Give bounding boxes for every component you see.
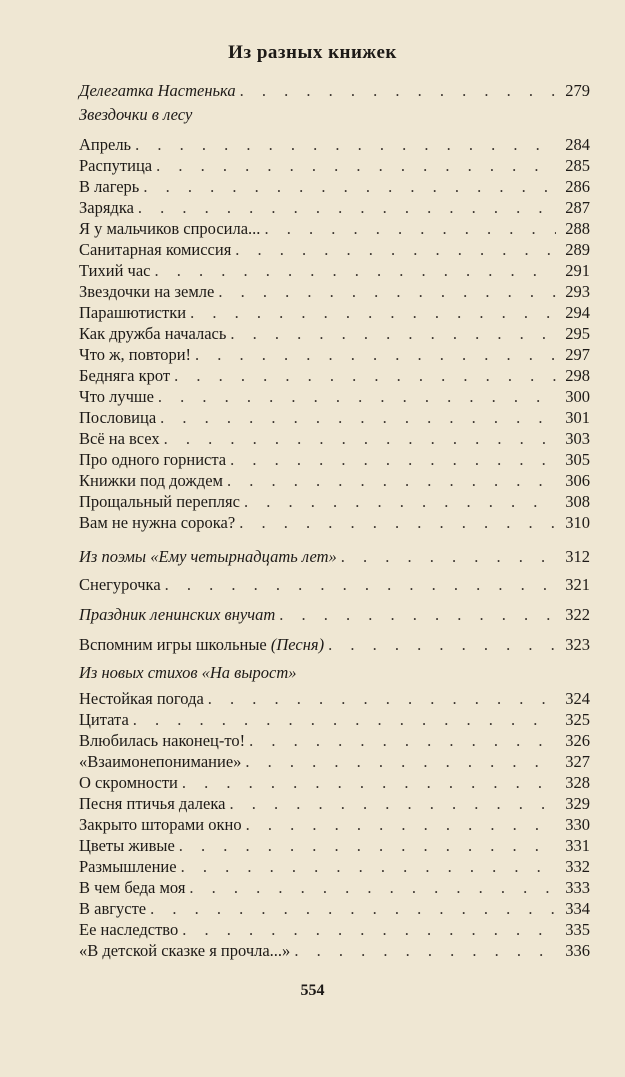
dot-leader [249, 730, 556, 752]
toc-entry-title [79, 365, 170, 387]
toc-entry-page: 301 [565, 408, 590, 427]
toc-entry-page: 291 [565, 261, 590, 280]
toc-entry-title [79, 239, 231, 261]
toc-entry-page: 308 [565, 492, 590, 511]
toc-entry-page: 293 [565, 282, 590, 301]
toc-entry [79, 814, 590, 836]
toc-entry-title-text: Закрыто шторами окно [79, 815, 242, 834]
dot-leader [264, 218, 556, 240]
toc-entry-page: 321 [565, 575, 590, 594]
dot-leader [179, 835, 556, 857]
dot-leader [227, 470, 556, 492]
dot-leader [156, 155, 556, 177]
toc-entry-page: 285 [565, 156, 590, 175]
toc-entry-page: 322 [565, 605, 590, 624]
toc-entry-title [79, 940, 290, 962]
toc-entry [79, 634, 590, 656]
dot-leader [133, 709, 556, 731]
toc-entry [79, 793, 590, 815]
toc-entry-title [79, 197, 134, 219]
toc-entry-title [79, 80, 236, 102]
toc-entry [79, 470, 590, 492]
toc-entry-page: 295 [565, 324, 590, 343]
toc-entry-page: 300 [565, 387, 590, 406]
toc-entry-title-text: Влюбилась наконец-то! [79, 731, 246, 750]
toc-entry [79, 898, 590, 920]
dot-leader [195, 344, 556, 366]
toc-entry-page: 323 [565, 635, 590, 654]
toc-entry-title-text: Снегурочка [79, 575, 161, 594]
toc-entry-title-text: В августе [79, 899, 147, 918]
toc-entry-title [79, 688, 204, 710]
toc-entry-title-text: О скромности [79, 773, 178, 792]
toc-entry-title [79, 604, 275, 626]
toc-entry-page: 303 [565, 429, 590, 448]
toc-entry [79, 218, 590, 240]
dot-leader [245, 751, 556, 773]
toc-entry-title [79, 856, 177, 878]
toc-entry [79, 546, 590, 568]
toc-entry-title-text: Нестойкая погода [79, 689, 204, 708]
dot-leader [235, 239, 556, 261]
dot-leader [190, 302, 556, 324]
toc-entry [79, 491, 590, 513]
toc-entry-title-text: Парашютистки [79, 303, 187, 322]
toc-entry-page: 288 [565, 219, 590, 238]
toc-entry-title-text: В чем беда моя [79, 878, 186, 897]
toc-entry-page: 333 [565, 878, 590, 897]
toc-entry-page: 336 [565, 941, 590, 960]
toc-entry-title-text: Апрель [79, 135, 132, 154]
toc-entry [79, 574, 590, 596]
toc-entry-page: 330 [565, 815, 590, 834]
toc-entry-title [79, 919, 178, 941]
toc-entry-title [79, 344, 191, 366]
toc-entry-title [79, 730, 245, 752]
dot-leader [182, 772, 556, 794]
toc-entry-page: 327 [565, 752, 590, 771]
toc-entry [79, 604, 590, 626]
toc-entry-title-text: В лагерь [79, 177, 140, 196]
toc-entry-title-text: Санитарная комиссия [79, 240, 232, 259]
dot-leader [230, 449, 556, 471]
toc-entry-page: 279 [565, 81, 590, 100]
toc-entry-title [79, 709, 129, 731]
toc-entry-page: 310 [565, 513, 590, 532]
toc-entry-title [79, 260, 150, 282]
toc-section-heading: Из новых стихов «На вырост» [79, 663, 297, 682]
toc-entry [79, 260, 590, 282]
toc-entry-title-text: Зарядка [79, 198, 134, 217]
dot-leader [160, 407, 556, 429]
toc-entry-subtitle: (Песня) [270, 635, 325, 654]
toc-entry-title-text: Что лучше [79, 387, 154, 406]
toc-entry [79, 428, 590, 450]
page-title: Из разных книжек [228, 42, 397, 63]
toc-entry [79, 688, 590, 710]
toc-entry [79, 365, 590, 387]
toc-section-heading: Звездочки в лесу [79, 105, 193, 124]
toc-entry-title-text: Вспомним игры школьные [79, 635, 267, 654]
dot-leader [244, 491, 556, 513]
toc-entry-title [79, 134, 131, 156]
toc-entry [79, 449, 590, 471]
toc-entry-title-text: Песня птичья далека [79, 794, 226, 813]
dot-leader [246, 814, 556, 836]
toc-entry [79, 730, 590, 752]
toc-entry-title-text: Цитата [79, 710, 129, 729]
toc-entry-title [79, 218, 260, 240]
dot-leader [165, 574, 556, 596]
dot-leader [181, 856, 556, 878]
dot-leader [240, 80, 556, 102]
toc-entry-title [79, 407, 156, 429]
toc-entry-page: 334 [565, 899, 590, 918]
toc-entry-page: 329 [565, 794, 590, 813]
toc-entry-title-text: Тихий час [79, 261, 151, 280]
toc-entry-title-text: Звездочки на земле [79, 282, 215, 301]
toc-entry-title [79, 491, 240, 513]
toc-entry-page: 297 [565, 345, 590, 364]
dot-leader [341, 546, 556, 568]
toc-entry-title [79, 877, 185, 899]
page-number: 554 [300, 982, 325, 999]
dot-leader [328, 634, 556, 656]
toc-entry-title-text: Размышление [79, 857, 177, 876]
toc-entry [79, 281, 590, 303]
toc-entry [79, 134, 590, 156]
toc-entry-title [79, 470, 223, 492]
toc-entry-title-text: Ее наследство [79, 920, 179, 939]
toc-entry-page: 312 [565, 547, 590, 566]
toc-entry [79, 323, 590, 345]
toc-entry-title-text: Распутица [79, 156, 153, 175]
toc-entry-title-text: Прощальный перепляс [79, 492, 240, 511]
toc-entry-page: 284 [565, 135, 590, 154]
dot-leader [229, 793, 556, 815]
toc-entry [79, 155, 590, 177]
toc-entry [79, 940, 590, 962]
dot-leader [239, 512, 556, 534]
dot-leader [135, 134, 556, 156]
toc-entry-page: 286 [565, 177, 590, 196]
toc-entry-title-text: Я у мальчиков спросила... [79, 219, 261, 238]
toc-entry-title-text: Что ж, повтори! [79, 345, 192, 364]
toc-entry-page: 326 [565, 731, 590, 750]
dot-leader [189, 877, 556, 899]
toc-entry [79, 302, 590, 324]
toc-entry-page: 335 [565, 920, 590, 939]
toc-entry-page: 331 [565, 836, 590, 855]
toc-entry-page: 289 [565, 240, 590, 259]
dot-leader [164, 428, 556, 450]
toc-entry-page: 325 [565, 710, 590, 729]
toc-entry [79, 197, 590, 219]
toc-entry-title [79, 751, 241, 773]
dot-leader [294, 940, 556, 962]
toc-entry-page: 324 [565, 689, 590, 708]
toc-entry-title-text: Цветы живые [79, 836, 175, 855]
toc-entry-title-text: Про одного горниста [79, 450, 227, 469]
dot-leader [218, 281, 556, 303]
dot-leader [208, 688, 556, 710]
toc-entry-title [79, 449, 226, 471]
toc-entry-title-text: Как дружба началась [79, 324, 227, 343]
toc-entry-page: 306 [565, 471, 590, 490]
toc-entry-title-text: Бедняга крот [79, 366, 171, 385]
dot-leader [150, 898, 556, 920]
toc-entry [79, 239, 590, 261]
dot-leader [182, 919, 556, 941]
toc-entry-title [79, 835, 175, 857]
toc-entry-title [79, 323, 226, 345]
toc-entry [79, 80, 590, 102]
dot-leader [279, 604, 556, 626]
toc-entry-title-text: Делегатка Настенька [79, 81, 236, 100]
toc-entry-page: 287 [565, 198, 590, 217]
toc-entry [79, 407, 590, 429]
toc-entry [79, 176, 590, 198]
toc-entry [79, 709, 590, 731]
toc-entry-title [79, 898, 146, 920]
toc-entry [79, 772, 590, 794]
dot-leader [154, 260, 556, 282]
toc-entry-title-text: «В детской сказке я прочла...» [79, 941, 291, 960]
toc-entry [79, 877, 590, 899]
toc-entry-title-text: «Взаимонепонимание» [79, 752, 242, 771]
toc-entry [79, 344, 590, 366]
toc-entry [79, 512, 590, 534]
toc-entry-title-text: Всё на всех [79, 429, 160, 448]
toc-entry-title [79, 386, 154, 408]
toc-entry-page: 298 [565, 366, 590, 385]
toc-entry [79, 919, 590, 941]
dot-leader [138, 197, 556, 219]
toc-entry-page: 328 [565, 773, 590, 792]
toc-entry-title [79, 546, 337, 568]
toc-entry-page: 305 [565, 450, 590, 469]
toc-entry-page: 294 [565, 303, 590, 322]
toc-entry-title-text: Пословица [79, 408, 157, 427]
toc-entry-title [79, 634, 324, 656]
toc-entry-title [79, 574, 161, 596]
toc-entry-title [79, 793, 225, 815]
toc-entry-title [79, 512, 235, 534]
toc-entry-title-text: Из поэмы «Ему четырнадцать лет» [79, 547, 337, 566]
dot-leader [158, 386, 556, 408]
dot-leader [174, 365, 556, 387]
toc-entry-title-text: Вам не нужна сорока? [79, 513, 236, 532]
toc-entry-title [79, 176, 139, 198]
toc-entry [79, 751, 590, 773]
toc-entry-title-text: Книжки под дождем [79, 471, 223, 490]
toc-entry-title-text: Праздник ленинских внучат [79, 605, 276, 624]
toc-entry [79, 386, 590, 408]
toc-entry-title [79, 281, 214, 303]
toc-entry [79, 835, 590, 857]
toc-entry-title [79, 428, 160, 450]
toc-entry-title [79, 772, 178, 794]
dot-leader [143, 176, 556, 198]
dot-leader [230, 323, 556, 345]
toc-entry-title [79, 302, 186, 324]
toc-entry-page: 332 [565, 857, 590, 876]
toc-entry-title [79, 155, 152, 177]
toc-entry [79, 856, 590, 878]
toc-entry-title [79, 814, 242, 836]
